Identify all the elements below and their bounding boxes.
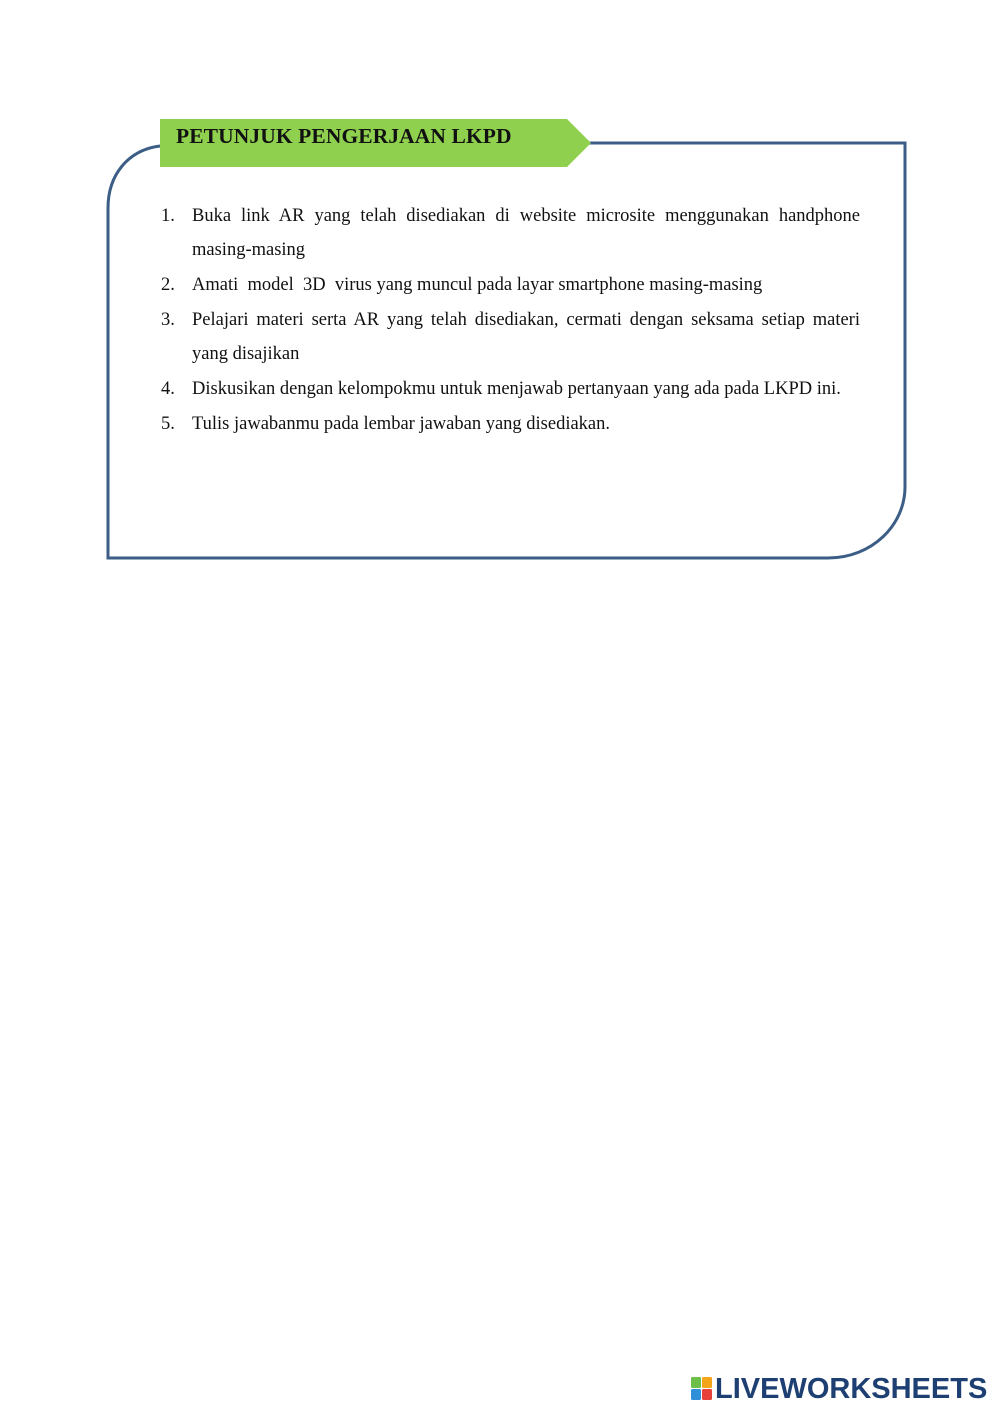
step-number: 3. [161, 310, 175, 330]
list-item [160, 199, 860, 267]
list-item [160, 407, 860, 441]
step-text: Pelajari materi serta AR yang telah disediakan, cermati dengan seksama setiap materi yang disajikan [192, 310, 860, 364]
liveworksheets-brand[interactable] [691, 1374, 987, 1404]
list-item [160, 372, 860, 406]
step-text: Amati model 3D virus yang muncul pada layar smartphone masing-masing [192, 275, 763, 295]
list-item [160, 268, 860, 302]
brand-name: LIVEWORKSHEETS [715, 1373, 988, 1405]
list-item [160, 303, 860, 371]
liveworksheets-logo-icon [691, 1377, 713, 1401]
step-text: Tulis jawabanmu pada lembar jawaban yang disediakan. [192, 414, 611, 434]
step-number: 4. [161, 379, 175, 399]
page-title: PETUNJUK PENGERJAAN LKPD [176, 124, 512, 148]
instruction-list [160, 199, 860, 442]
step-number: 1. [161, 206, 175, 226]
step-number: 5. [161, 414, 175, 434]
step-number: 2. [161, 275, 175, 295]
step-text: Diskusikan dengan kelompokmu untuk menjawab pertanyaan yang ada pada LKPD ini. [192, 379, 841, 399]
step-text: Buka link AR yang telah disediakan di website microsite menggunakan handphone masing-masing [192, 206, 860, 260]
